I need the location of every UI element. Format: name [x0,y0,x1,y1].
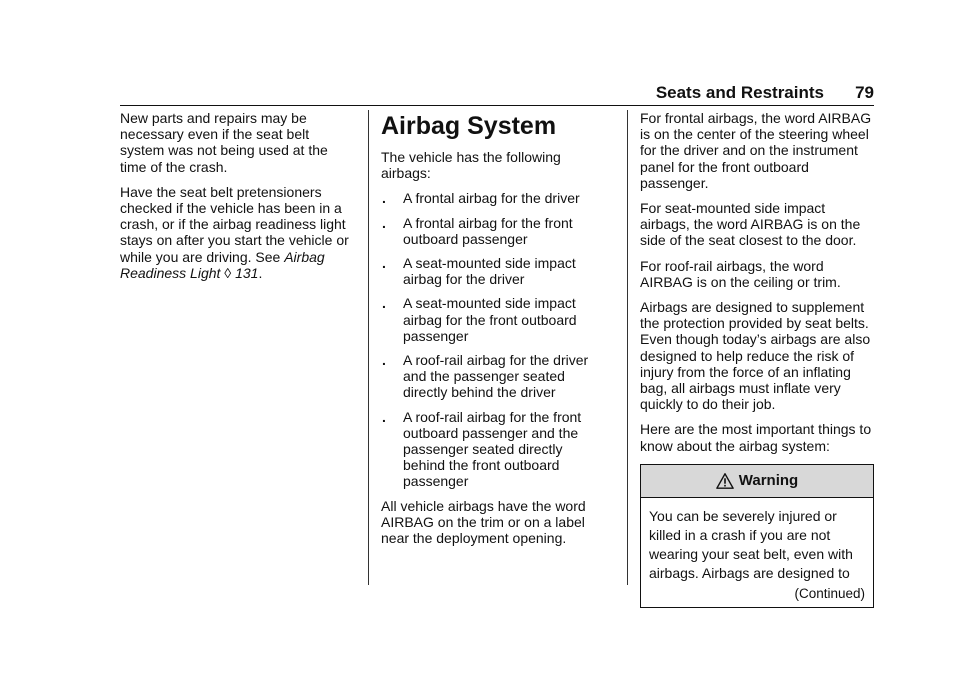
warning-title: Warning [738,471,799,489]
column-divider-2 [627,110,628,585]
bullet-marker: . [382,255,386,272]
bullet-marker: . [382,408,386,425]
airbag-readiness-light-link[interactable]: Airbag Readiness Light [120,248,325,281]
airbag-intro: The vehicle has the following airbags: [381,149,561,182]
column-3 [640,110,876,608]
list-item [381,215,603,247]
paragraph-roof-rail-airbags: For roof-rail airbags, the word AIRBAG is on the ceiling or trim. [640,257,841,290]
pretensioners-end: . [258,264,263,281]
list-item [381,352,603,401]
warning-body [641,498,873,607]
header-rule [120,105,874,106]
column-divider-1 [368,110,369,585]
list-item-text: A frontal airbag for the driver [403,190,580,207]
continued-label: (Continued) [794,585,865,601]
warning-text: You can be severely injured or killed in a crash if you are not wearing your seat belt, even with airbags. Airbags are designed to [649,507,853,581]
list-item-text: A frontal airbag for the front outboard passenger [403,214,573,247]
paragraph-important-things: Here are the most important things to know about the airbag system: [640,421,872,454]
paragraph-pretensioners [120,184,356,281]
airbag-list [381,190,603,489]
page-ref-number[interactable]: 131 [235,264,259,281]
list-item [381,295,603,344]
column-1 [120,110,356,290]
bullet-marker: . [382,214,386,231]
pretensioners-text: Have the seat belt pretensioners checked if the vehicle has been in a crash, or if the airbag readiness light stays on after you start the vehicle or while you are driving. See [120,183,349,265]
warning-triangle-icon [716,472,734,490]
page-ref-symbol: ◊ [224,264,232,281]
page-header [120,82,874,106]
page-number: 79 [855,83,874,102]
airbag-outro: All vehicle airbags have the word AIRBAG on the trim or on a label near the deployment opening. [381,497,586,547]
bullet-marker: . [382,190,386,207]
paragraph-side-airbags: For seat-mounted side impact airbags, the word AIRBAG is on the side of the seat closest to the door. [640,200,861,249]
list-item-text: A seat-mounted side impact airbag for the driver [403,255,576,288]
paragraph-frontal-airbags: For frontal airbags, the word AIRBAG is on the center of the steering wheel for the driver and on the instrument panel for the front outboard passenger. [640,110,872,191]
section-header-title: Seats and Restraints [655,83,824,102]
paragraph-new-parts: New parts and repairs may be necessary even if the seat belt system was not being used at the time of the crash. [120,110,328,175]
column-2 [381,110,603,555]
list-item-text: A roof-rail airbag for the front outboard passenger and the passenger seated directly behind the front outboard passenger [403,408,582,490]
warning-box [640,464,874,608]
list-item-text: A roof-rail airbag for the driver and the passenger seated directly behind the driver [403,352,589,401]
list-item [381,255,603,287]
paragraph-airbags-supplement: Airbags are designed to supplement the protection provided by seat belts. Even though today’s airbags are also designed to help reduce the risk of injury from the force of an inflating bag, all airbags must inflate very quickly to do their job. [640,299,871,413]
list-item [381,409,603,490]
warning-header [641,465,873,498]
bullet-marker: . [382,295,386,312]
bullet-marker: . [382,352,386,369]
list-item [381,190,603,206]
section-title-airbag-system: Airbag System [381,112,557,140]
list-item-text: A seat-mounted side impact airbag for the front outboard passenger [403,295,577,344]
